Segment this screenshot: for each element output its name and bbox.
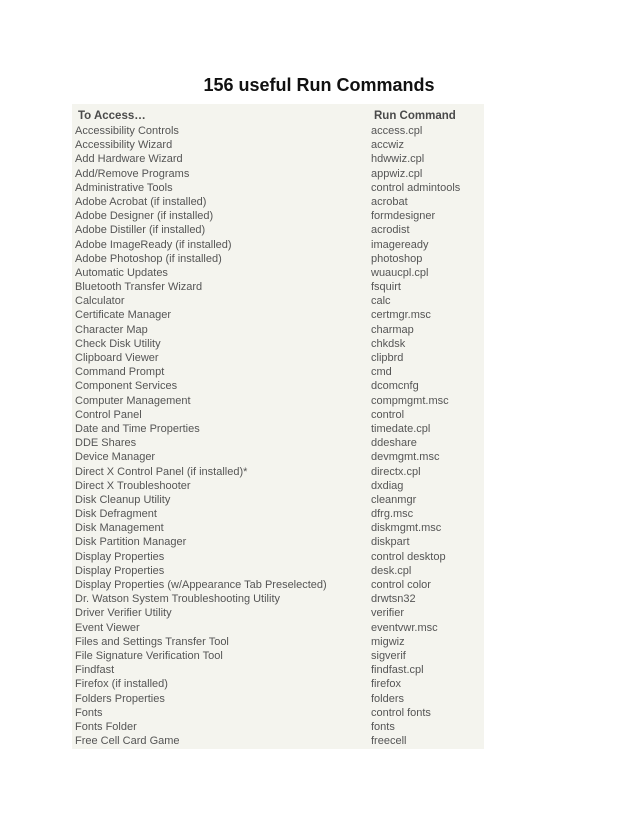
command-cell: certmgr.msc (371, 309, 431, 322)
command-cell: hdwwiz.cpl (371, 153, 425, 166)
table-row (72, 465, 484, 479)
table-row (72, 720, 484, 734)
table-row (72, 550, 484, 564)
table-row (72, 734, 484, 748)
access-cell: Bluetooth Transfer Wizard (75, 281, 203, 294)
table-row (72, 181, 484, 195)
access-cell: Device Manager (75, 451, 156, 464)
access-cell: Add Hardware Wizard (75, 153, 183, 166)
access-cell: Administrative Tools (75, 181, 173, 194)
access-cell: Adobe Photoshop (if installed) (75, 252, 222, 265)
access-cell: Direct X Troubleshooter (75, 479, 191, 492)
access-cell: Control Panel (75, 408, 142, 421)
table-row (72, 365, 484, 379)
access-cell: Display Properties (75, 550, 165, 563)
access-cell: Automatic Updates (75, 266, 168, 279)
access-cell: Free Cell Card Game (75, 735, 180, 748)
run-commands-table (72, 104, 484, 749)
command-cell: access.cpl (371, 125, 423, 137)
command-cell: verifier (371, 607, 405, 620)
access-cell: Firefox (if installed) (75, 678, 168, 691)
access-cell: File Signature Verification Tool (75, 649, 223, 662)
table-row (72, 493, 484, 507)
command-cell: diskmgmt.msc (371, 522, 442, 535)
command-cell: photoshop (371, 252, 423, 265)
access-cell: Date and Time Properties (75, 422, 200, 435)
command-cell: control (371, 408, 405, 421)
access-cell: Dr. Watson System Troubleshooting Utility (75, 593, 281, 606)
table-row (72, 450, 484, 464)
table-row (72, 663, 484, 677)
command-cell: control color (371, 579, 431, 591)
command-cell: dcomcnfg (371, 380, 419, 393)
table-row (72, 209, 484, 223)
command-cell: eventvwr.msc (371, 621, 438, 634)
access-cell: Fonts (75, 706, 103, 719)
table-row (72, 223, 484, 237)
table-row (72, 621, 484, 635)
command-cell: diskpart (371, 536, 410, 549)
access-cell: Character Map (75, 323, 148, 336)
access-cell: Display Properties (w/Appearance Tab Preselected) (75, 579, 327, 591)
command-cell: charmap (371, 323, 414, 336)
command-cell: fonts (371, 720, 395, 733)
table-row (72, 578, 484, 592)
command-cell: findfast.cpl (371, 664, 424, 677)
access-cell: Disk Partition Manager (75, 536, 187, 549)
command-cell: devmgmt.msc (371, 451, 440, 464)
command-cell: cleanmgr (371, 493, 417, 506)
table-row (72, 521, 484, 535)
table-row (72, 195, 484, 209)
table-row (72, 337, 484, 351)
table-row (72, 379, 484, 393)
table-row (72, 252, 484, 266)
table-row (72, 280, 484, 294)
command-cell: freecell (371, 735, 407, 748)
table-row (72, 436, 484, 450)
table-row (72, 606, 484, 620)
page-title: 156 useful Run Commands (203, 75, 435, 95)
command-cell: calc (371, 295, 391, 308)
access-cell: Component Services (75, 380, 178, 393)
table-row (72, 323, 484, 337)
table-row (72, 308, 484, 322)
table-row (72, 266, 484, 280)
access-cell: Accessibility Controls (75, 125, 179, 137)
access-cell: Disk Management (75, 522, 164, 535)
access-cell: Certificate Manager (75, 309, 171, 322)
command-cell: timedate.cpl (371, 422, 431, 435)
command-cell: directx.cpl (371, 465, 421, 478)
access-cell: Display Properties (75, 564, 165, 577)
access-cell: Add/Remove Programs (75, 167, 190, 180)
access-cell: Driver Verifier Utility (75, 607, 172, 620)
command-cell: folders (371, 692, 405, 705)
access-cell: Adobe Distiller (if installed) (75, 224, 206, 237)
access-cell: Disk Defragment (75, 508, 157, 521)
command-cell: formdesigner (371, 210, 436, 223)
table-row (72, 592, 484, 606)
access-cell: Direct X Control Panel (if installed)* (75, 465, 248, 478)
access-cell: Folders Properties (75, 692, 165, 705)
table-row (72, 351, 484, 365)
command-cell: acrodist (371, 224, 410, 237)
access-cell: Calculator (75, 295, 125, 308)
access-cell: DDE Shares (75, 437, 137, 450)
access-cell: Event Viewer (75, 621, 140, 634)
table-row (72, 124, 484, 138)
access-cell: Computer Management (75, 394, 191, 407)
command-cell: desk.cpl (371, 564, 412, 577)
command-cell: control desktop (371, 550, 446, 563)
command-cell: appwiz.cpl (371, 167, 423, 180)
access-cell: Adobe ImageReady (if installed) (75, 238, 232, 251)
access-cell: Clipboard Viewer (75, 352, 159, 364)
command-cell: accwiz (371, 139, 405, 152)
table-row (72, 294, 484, 308)
table-row (72, 564, 484, 578)
access-cell: Accessibility Wizard (75, 139, 173, 152)
access-cell: Check Disk Utility (75, 337, 161, 350)
access-cell: Files and Settings Transfer Tool (75, 635, 229, 648)
column-header-access: To Access… (78, 110, 146, 122)
table-row (72, 677, 484, 691)
command-cell: ddeshare (371, 437, 417, 450)
command-cell: control fonts (371, 706, 431, 719)
column-header-command: Run Command (374, 110, 456, 122)
table-row (72, 635, 484, 649)
table-row (72, 138, 484, 152)
table-row (72, 238, 484, 252)
command-cell: firefox (371, 678, 401, 691)
access-cell: Command Prompt (75, 366, 165, 379)
table-row (72, 649, 484, 663)
command-cell: chkdsk (371, 337, 406, 350)
command-cell: drwtsn32 (371, 593, 416, 606)
access-cell: Adobe Acrobat (if installed) (75, 195, 207, 208)
command-cell: sigverif (371, 649, 406, 662)
command-cell: control admintools (371, 181, 461, 194)
table-row (72, 706, 484, 720)
table-row (72, 692, 484, 706)
table-row (72, 408, 484, 422)
table-row (72, 422, 484, 436)
command-cell: compmgmt.msc (371, 394, 449, 407)
command-cell: wuaucpl.cpl (371, 266, 429, 279)
table-row (72, 479, 484, 493)
table-row (72, 394, 484, 408)
command-cell: fsquirt (371, 281, 401, 294)
access-cell: Fonts Folder (75, 720, 137, 733)
command-cell: cmd (371, 366, 392, 379)
table-row (72, 167, 484, 181)
command-cell: dxdiag (371, 479, 404, 492)
access-cell: Findfast (75, 664, 115, 677)
access-cell: Adobe Designer (if installed) (75, 210, 214, 223)
access-cell: Disk Cleanup Utility (75, 493, 171, 506)
table-row (72, 535, 484, 549)
command-cell: migwiz (371, 635, 405, 648)
command-cell: dfrg.msc (371, 508, 414, 521)
table-body (72, 124, 484, 748)
command-cell: imageready (371, 238, 429, 251)
table-row (72, 152, 484, 166)
table-row (72, 507, 484, 521)
command-cell: acrobat (371, 195, 408, 208)
command-cell: clipbrd (371, 352, 404, 364)
